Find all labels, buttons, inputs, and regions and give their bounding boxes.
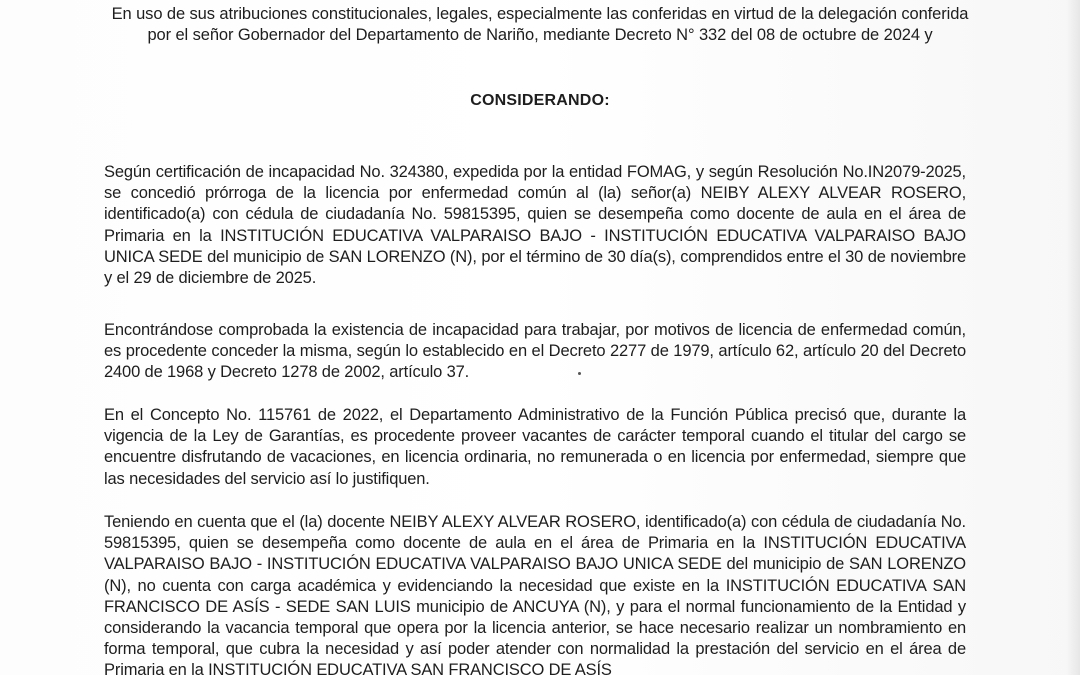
considerando-paragraph-2: Encontrándose comprobada la existencia de incapacidad para trabajar, por motivos de licencia de enfermedad común, es procedente conceder la misma, según lo establecido en el Decreto 2277 de 1979, artículo 62, artículo 20 del Decreto 2400 de 1968 y Decreto 1278 de 2002, artículo 37.: [104, 321, 966, 382]
preamble-text: [110, 4, 970, 46]
page-edge-shadow: [1066, 0, 1080, 675]
scan-speck: [578, 372, 581, 375]
considerando-paragraph-3: En el Concepto No. 115761 de 2022, el Departamento Administrativo de la Función Pública precisó que, durante la vigencia de la Ley de Garantías, es procedente proveer vacantes de carácter temporal cuando el titular del cargo se encuentre disfrutando de vacaciones, en licencia ordinaria, no remunerada o en licencia por enfermedad, siempre que las necesidades del servicio así lo justifiquen.: [104, 406, 966, 488]
section-heading: CONSIDERANDO:: [470, 92, 610, 109]
preamble-line-2: por el señor Gobernador del Departamento de Nariño, mediante Decreto N° 332 del 08 de octubre de 2024 y: [147, 26, 933, 44]
considerando-paragraph-1: Según certificación de incapacidad No. 324380, expedida por la entidad FOMAG, y según Resolución No.IN2079-2025, se concedió prórroga de la licencia por enfermedad común al (la) señor(a) NEIBY ALEXY ALVEAR ROSERO, identificado(a) con cédula de ciudadanía No. 59815395, quien se desempeña como docente de aula en el área de Primaria en la INSTITUCIÓN EDUCATIVA VALPARAISO BAJO - INSTITUCIÓN EDUCATIVA VALPARAISO BAJO UNICA SEDE del municipio de SAN LORENZO (N), por el término de 30 día(s), comprendidos entre el 30 de noviembre y el 29 de diciembre de 2025.: [104, 163, 966, 288]
preamble-line-1: En uso de sus atribuciones constitucionales, legales, especialmente las conferidas en virtud de la delegación conferida: [111, 5, 969, 23]
considerando-paragraph-4: Teniendo en cuenta que el (la) docente NEIBY ALEXY ALVEAR ROSERO, identificado(a) con cédula de ciudadanía No. 59815395, quien se desempeña como docente de aula en el área de Primaria en la INSTITUCIÓN EDUCATIVA VALPARAISO BAJO - INSTITUCIÓN EDUCATIVA VALPARAISO BAJO UNICA SEDE del municipio de SAN LORENZO (N), no cuenta con carga académica y evidenciando la necesidad que existe en la INSTITUCIÓN EDUCATIVA SAN FRANCISCO DE ASÍS - SEDE SAN LUIS municipio de ANCUYA (N), y para el normal funcionamiento de la Entidad y considerando la vacancia temporal que opera por la licencia anterior, se hace necesario realizar un nombramiento en forma temporal, que cubra la necesidad y así poder atender con normalidad la prestación del servicio en el área de Primaria en la INSTITUCIÓN EDUCATIVA SAN FRANCISCO DE ASÍS: [104, 513, 966, 680]
